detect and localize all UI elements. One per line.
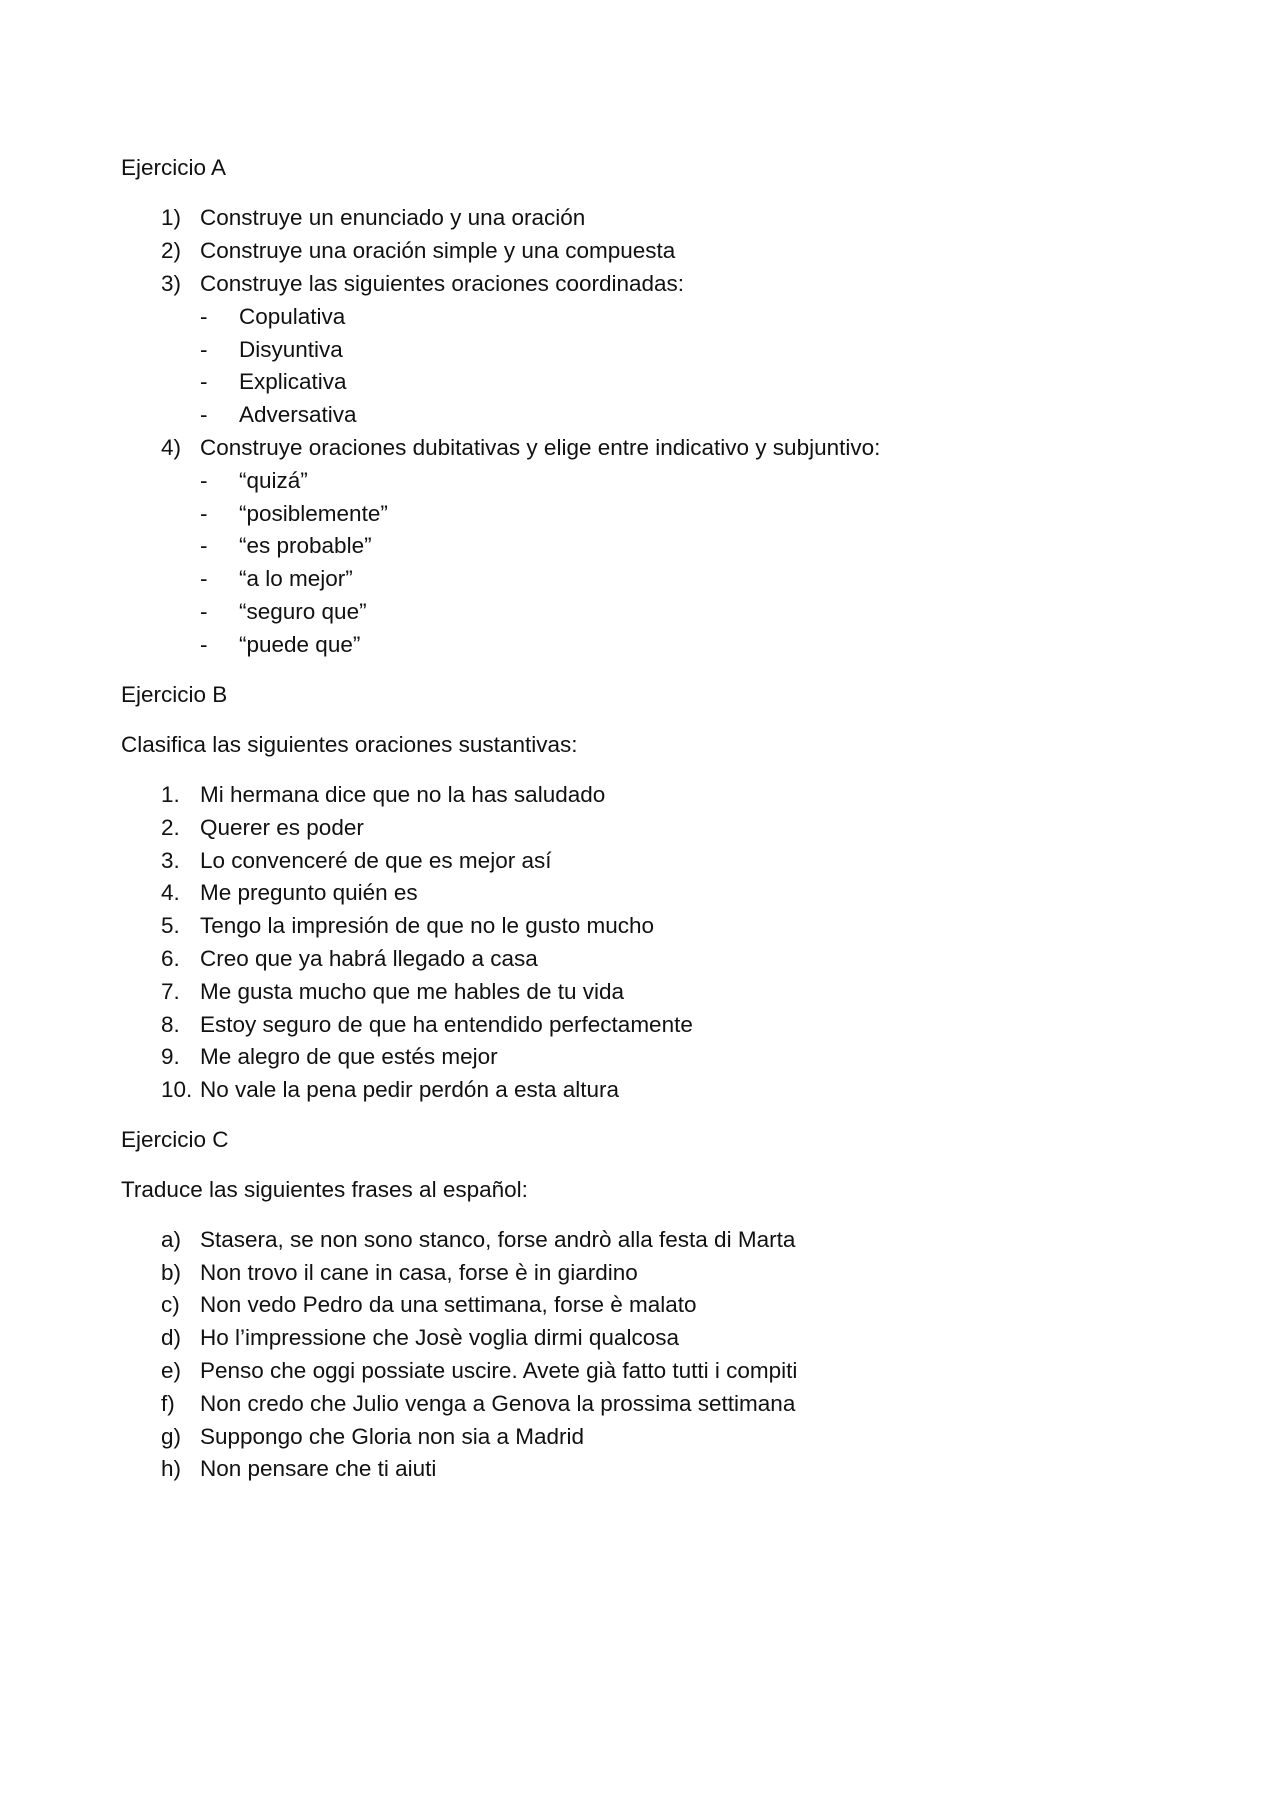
list-marker: 2) [161,238,182,263]
sub-list-item: “posiblemente” [239,501,388,526]
list-item: Penso che oggi possiate uscire. Avete già fatto tutti i compiti [200,1358,798,1383]
list-item: Tengo la impresión de que no le gusto mucho [200,913,655,938]
list-marker: 1. [161,782,180,807]
list-item: Mi hermana dice que no la has saludado [200,782,606,807]
list-item: Construye un enunciado y una oración [200,205,586,230]
list-item: No vale la pena pedir perdón a esta altura [200,1077,620,1102]
list-item: Construye las siguientes oraciones coordinadas: [200,271,685,296]
sub-list-item: “es probable” [239,533,372,558]
dash-bullet: - [200,304,208,329]
list-item: Ho l’impressione che Josè voglia dirmi qualcosa [200,1325,679,1350]
list-item: Creo que ya habrá llegado a casa [200,946,538,971]
list-marker: 6. [161,946,180,971]
heading-ejercicio-a: Ejercicio A [121,155,227,180]
dash-bullet: - [200,533,208,558]
sub-list-item: “a lo mejor” [239,566,353,591]
list-item: Non pensare che ti aiuti [200,1456,437,1481]
list-marker: d) [161,1325,182,1350]
sub-list-item: Disyuntiva [239,337,343,362]
list-item: Me alegro de que estés mejor [200,1044,498,1069]
list-marker: 8. [161,1012,180,1037]
sub-list-item: Copulativa [239,304,346,329]
list-marker: 4) [161,435,182,460]
sub-list-item: “quizá” [239,468,308,493]
list-marker: a) [161,1227,182,1252]
dash-bullet: - [200,468,208,493]
sub-list-item: Explicativa [239,369,347,394]
dash-bullet: - [200,632,208,657]
dash-bullet: - [200,566,208,591]
list-marker: e) [161,1358,182,1383]
list-marker: c) [161,1292,180,1317]
list-item: Non vedo Pedro da una settimana, forse è malato [200,1292,697,1317]
list-item: Querer es poder [200,815,364,840]
sub-list-item: “seguro que” [239,599,367,624]
list-marker: 4. [161,880,180,905]
list-marker: 10. [161,1077,193,1102]
list-marker: 9. [161,1044,180,1069]
list-marker: 2. [161,815,180,840]
list-marker: b) [161,1260,182,1285]
list-item: Construye una oración simple y una compuesta [200,238,676,263]
list-marker: 1) [161,205,182,230]
instruction-ejercicio-c: Traduce las siguientes frases al español: [121,1177,528,1202]
list-marker: 3) [161,271,182,296]
list-item: Estoy seguro de que ha entendido perfectamente [200,1012,693,1037]
list-marker: h) [161,1456,182,1481]
list-item: Suppongo che Gloria non sia a Madrid [200,1424,584,1449]
list-item: Me pregunto quién es [200,880,418,905]
list-marker: f) [161,1391,175,1416]
dash-bullet: - [200,402,208,427]
instruction-ejercicio-b: Clasifica las siguientes oraciones sustantivas: [121,732,578,757]
dash-bullet: - [200,369,208,394]
list-item: Me gusta mucho que me hables de tu vida [200,979,625,1004]
list-item: Lo convenceré de que es mejor así [200,848,552,873]
heading-ejercicio-b: Ejercicio B [121,682,228,707]
dash-bullet: - [200,337,208,362]
dash-bullet: - [200,501,208,526]
list-item: Construye oraciones dubitativas y elige entre indicativo y subjuntivo: [200,435,881,460]
list-item: Non credo che Julio venga a Genova la prossima settimana [200,1391,796,1416]
list-item: Non trovo il cane in casa, forse è in giardino [200,1260,638,1285]
heading-ejercicio-c: Ejercicio C [121,1127,229,1152]
list-marker: g) [161,1424,182,1449]
sub-list-item: Adversativa [239,402,357,427]
list-marker: 3. [161,848,180,873]
sub-list-item: “puede que” [239,632,361,657]
list-item: Stasera, se non sono stanco, forse andrò alla festa di Marta [200,1227,796,1252]
dash-bullet: - [200,599,208,624]
list-marker: 5. [161,913,180,938]
list-marker: 7. [161,979,180,1004]
